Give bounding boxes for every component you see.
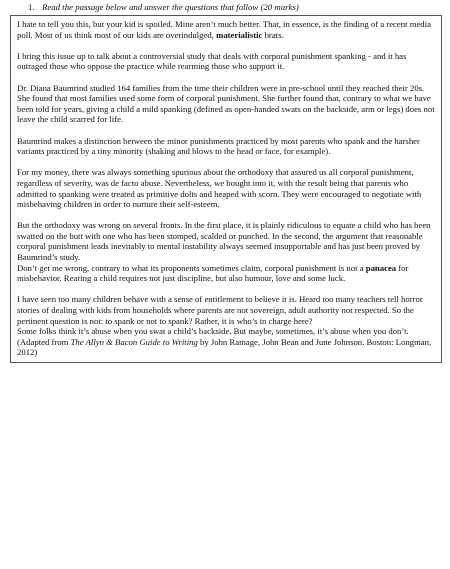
keyword-panacea: panacea [365, 262, 397, 273]
paragraph-3: Dr. Diana Baumrind studied 164 families from the time their children were in pre-school until they reached their 20s. She found that most families used some form of corporal punishment. She further found that, contrary to what we have been told for years, giving a child a mild spanking (defined as open-handed swats on the backside, arm or legs) does not leave the child scarred for life. [17, 82, 435, 125]
citation-suffix: by John Ramage, John Bean and June Johnson. Boston: Longman, 2012) [17, 336, 432, 358]
paragraph-gap [17, 157, 437, 168]
passage-box [10, 15, 442, 363]
paragraph-7 [17, 263, 437, 284]
paragraph-gap [17, 72, 437, 83]
paragraph-gap [17, 125, 437, 136]
citation-book-title: The Allyn & Bacon Guide to Writing [70, 336, 198, 347]
question-number: 1. [28, 2, 35, 12]
paragraph-1-text: I hate to tell you this, but your kid is spoiled. Mine aren’t much better. That, in essence, is the finding of a recent media poll. Most of us think most of our kids are overindulged, [17, 19, 431, 40]
paragraph-7-text: Don’t get me wrong, contrary to what its proponents sometimes claim, corporal punishment is not a [17, 262, 366, 273]
paragraph-9: Some folks think it’s abuse when you swat a child’s backside. But maybe, sometimes, it’s abuse when you don’t. [17, 326, 409, 337]
paragraph-6: But the orthodoxy was wrong on several fronts. In the first place, it is plainly ridiculous to equate a child who has been swatted on the butt with one who has been stomped, scalded or punched. In the second, the argument that reasonable corporal punishment leads inevitably to mental instability always seemed insupportable and has just been proved by Baumrind’s study. [17, 220, 431, 263]
paragraph-2: I bring this issue up to talk about a controversial study that deals with corporal punishment spanking - and it has outraged those who oppose the practice while rearming those who support it. [17, 50, 407, 72]
paragraph-5: For my money, there was always something spurious about the orthodoxy that assured us all corporal punishment, regardless of severity, was de facto abuse. Nevertheless, we bought into it, with the result being that parents who admitted to spanking were treated as primitive dolts and heaped with scorn. They were encouraged to negotiate with misbehaving children in order to nurture their self-esteem. [17, 167, 422, 210]
question-heading [10, 2, 442, 13]
paragraph-gap [17, 40, 437, 51]
paragraph-1-tail: brats. [262, 29, 284, 40]
keyword-materialistic: materialistic [216, 29, 263, 40]
paragraph-4: Baumrind makes a distinction between the minor punishments practiced by most parents who spank and the harsher variants practiced by a tiny minority (shaking and blows to the head or face, for example). [17, 135, 420, 157]
source-citation [17, 337, 437, 358]
paragraph-8: I have seen too many children behave with a sense of entitlement to believe it is. Heard too many teachers tell horror stories of dealing with kids from households where parents are not sovereign, adult authority not respected. So the pertinent question is not: to spank or not to spank? Rather, it is who’s in charge here? [17, 294, 423, 326]
paragraph-1 [17, 19, 437, 40]
paragraph-gap [17, 284, 437, 295]
paragraph-gap [17, 210, 437, 221]
paragraph-7-tail: for misbehavior. Rearing a child requires not just discipline, but also humour, love and some luck. [17, 262, 409, 284]
question-instruction: Read the passage below and answer the questions that follow (20 marks) [42, 2, 299, 12]
citation-prefix: (Adapted from [17, 336, 71, 347]
